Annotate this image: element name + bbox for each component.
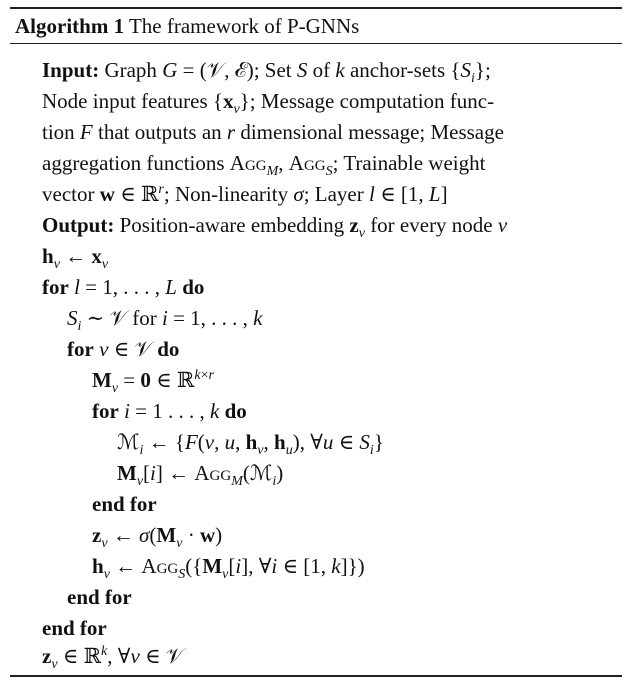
algorithm-caption <box>15 12 359 40</box>
do-keyword: do <box>157 337 180 361</box>
bottom-rule <box>10 675 622 677</box>
algorithm-label: Algorithm 1 <box>15 14 125 38</box>
top-rule <box>10 7 622 9</box>
end-for-node-line <box>67 582 132 612</box>
for-anchor-line: for i = 1 . . . , k do <box>92 399 247 423</box>
for-keyword: for <box>42 275 69 299</box>
input-line-1: Input: Graph G = (𝒱, ℰ); Set S of k anchor-sets $\{S_i\}$; <box>42 58 491 87</box>
for-keyword: for <box>92 399 119 423</box>
end-for-layer-line <box>42 613 107 643</box>
input-line-3: tion F that outputs an r dimensional message; Message <box>42 120 504 144</box>
input-line-5: vector w ∈ ℝ$^r$; Non-linearity σ; Layer l ∈ [1, L] <box>42 182 448 206</box>
for-node-line: for v ∈ 𝒱 do <box>67 337 180 361</box>
output-line: Output: Position-aware embedding $z_v$ for every node v <box>42 213 508 242</box>
do-keyword: do <box>182 275 205 299</box>
do-keyword: do <box>224 399 247 423</box>
hidden-update-line: $h_v$ ← $Agg_S(\{M_v[i]$, ∀i ∈ [1, k]}) <box>92 554 365 583</box>
sample-anchors-line: $S_i$ ∼ 𝒱 for i = 1, . . . , k <box>67 306 263 335</box>
input-line-4: aggregation functions Agg$_M$, Agg$_S$; Trainable weight <box>42 151 486 180</box>
output-keyword: Output: <box>42 213 115 237</box>
end-for-keyword: end for <box>67 585 132 609</box>
message-compute-line: ℳ$_i$ ← {F(v, u, $h_v$, $h_u$), ∀u ∈ $S_i$} <box>117 430 384 459</box>
message-aggregate-line: $M_v[i]$ ← Agg$_M$(ℳ$_i$) <box>117 461 284 490</box>
input-line-2: Node input features $\{x_v\}$; Message computation func- <box>42 89 495 118</box>
input-keyword: Input: <box>42 58 100 82</box>
embedding-line: $z_v$ ← $\sigma(M_v \cdot w)$ <box>92 523 223 552</box>
init-line: $h_v$ ← $x_v$ <box>42 244 109 273</box>
end-for-anchor-line <box>92 489 157 519</box>
for-keyword: for <box>67 337 94 361</box>
return-line: $z_v$ ∈ ℝ$^k$, ∀v ∈ 𝒱 <box>42 644 184 673</box>
end-for-keyword: end for <box>92 492 157 516</box>
algorithm-title: The framework of P-GNNs <box>128 14 360 38</box>
init-message-line: $M_v = 0$ ∈ ℝ$^{k\times r}$ <box>92 368 214 397</box>
end-for-keyword: end for <box>42 616 107 640</box>
caption-rule <box>10 43 622 44</box>
for-layer-line: for l = 1, . . . , L do <box>42 275 205 299</box>
